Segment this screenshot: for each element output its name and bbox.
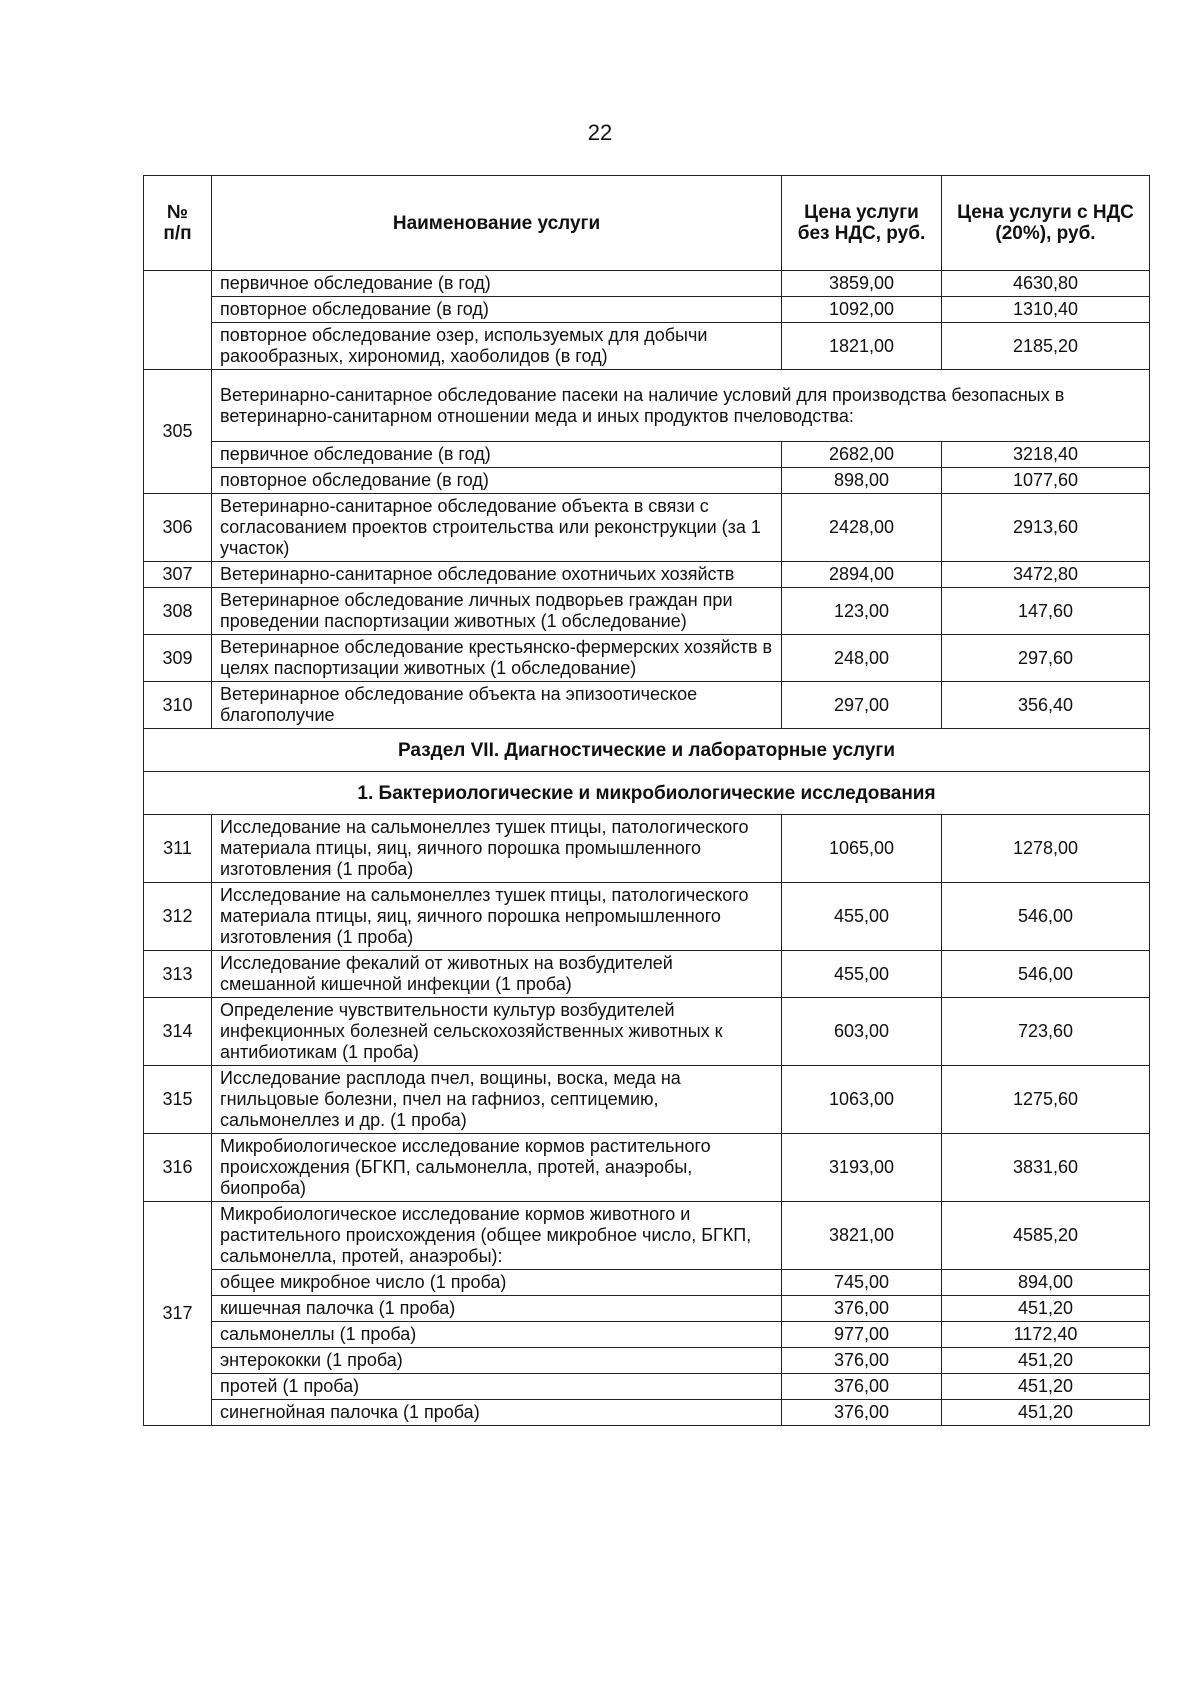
table-row (144, 1270, 1150, 1296)
price-vat: 451,20 (942, 1348, 1150, 1374)
price-no-vat: 977,00 (782, 1322, 942, 1348)
price-vat: 4630,80 (942, 271, 1150, 297)
price-vat: 2185,20 (942, 323, 1150, 370)
service-name: Исследование на сальмонеллез тушек птицы, патологического материала птицы, яиц, яичного порошка непромышленного изготовления (1 проба) (212, 883, 782, 951)
table-row (144, 323, 1150, 370)
service-name: повторное обследование озер, используемых для добычи ракообразных, хирономид, хаоболидов (в год) (212, 323, 782, 370)
price-no-vat: 3821,00 (782, 1202, 942, 1270)
table-row (144, 1348, 1150, 1374)
service-name: первичное обследование (в год) (212, 442, 782, 468)
table-row (144, 562, 1150, 588)
row-number: 313 (144, 951, 212, 998)
price-vat: 3472,80 (942, 562, 1150, 588)
header-price-vat: Цена услуги с НДС (20%), руб. (942, 176, 1150, 271)
price-vat: 4585,20 (942, 1202, 1150, 1270)
table-row (144, 468, 1150, 494)
price-vat: 451,20 (942, 1296, 1150, 1322)
price-vat: 2913,60 (942, 494, 1150, 562)
price-vat: 894,00 (942, 1270, 1150, 1296)
price-no-vat: 2894,00 (782, 562, 942, 588)
service-name: повторное обследование (в год) (212, 297, 782, 323)
header-price-no-vat: Цена услуги без НДС, руб. (782, 176, 942, 271)
price-vat: 3831,60 (942, 1134, 1150, 1202)
price-no-vat: 3859,00 (782, 271, 942, 297)
price-no-vat: 2682,00 (782, 442, 942, 468)
service-name: первичное обследование (в год) (212, 271, 782, 297)
row-number: 316 (144, 1134, 212, 1202)
price-no-vat: 2428,00 (782, 494, 942, 562)
page-number: 22 (587, 120, 613, 145)
service-name: протей (1 проба) (212, 1374, 782, 1400)
section-heading: Раздел VII. Диагностические и лабораторные услуги (144, 729, 1150, 772)
service-name: Исследование на сальмонеллез тушек птицы, патологического материала птицы, яиц, яичного порошка промышленного изготовления (1 проба) (212, 815, 782, 883)
table-row (144, 1374, 1150, 1400)
row-number: 307 (144, 562, 212, 588)
price-no-vat: 376,00 (782, 1296, 942, 1322)
price-no-vat: 745,00 (782, 1270, 942, 1296)
table-row (144, 883, 1150, 951)
section-row (144, 729, 1150, 772)
price-vat: 3218,40 (942, 442, 1150, 468)
price-vat: 1077,60 (942, 468, 1150, 494)
price-no-vat: 455,00 (782, 883, 942, 951)
price-no-vat: 898,00 (782, 468, 942, 494)
price-no-vat: 1063,00 (782, 1066, 942, 1134)
row-number: 305 (144, 370, 212, 494)
service-name: синегнойная палочка (1 проба) (212, 1400, 782, 1426)
service-name: Микробиологическое исследование кормов растительного происхождения (БГКП, сальмонелла, протей, анаэробы, биопроба) (212, 1134, 782, 1202)
table-row (144, 1296, 1150, 1322)
price-vat: 1278,00 (942, 815, 1150, 883)
header-service-name: Наименование услуги (212, 176, 782, 271)
price-no-vat: 1821,00 (782, 323, 942, 370)
service-name: кишечная палочка (1 проба) (212, 1296, 782, 1322)
table-row (144, 1066, 1150, 1134)
price-vat: 546,00 (942, 883, 1150, 951)
subsection-row (144, 772, 1150, 815)
price-no-vat: 3193,00 (782, 1134, 942, 1202)
table-row (144, 494, 1150, 562)
service-name: энтерококки (1 проба) (212, 1348, 782, 1374)
price-vat: 1172,40 (942, 1322, 1150, 1348)
table-row (144, 1400, 1150, 1426)
service-name: Исследование расплода пчел, вощины, воска, меда на гнильцовые болезни, пчел на гафниоз, септицемию, сальмонеллез и др. (1 проба) (212, 1066, 782, 1134)
service-name: Ветеринарное обследование крестьянско-фермерских хозяйств в целях паспортизации животных (1 обследование) (212, 635, 782, 682)
row-number (144, 271, 212, 370)
row-number: 309 (144, 635, 212, 682)
service-name: Ветеринарно-санитарное обследование пасеки на наличие условий для производства безопасных в ветеринарно-санитарном отношении меда и иных продуктов пчеловодства: (212, 370, 1150, 442)
table-row (144, 370, 1150, 442)
price-no-vat: 1065,00 (782, 815, 942, 883)
price-vat: 1275,60 (942, 1066, 1150, 1134)
service-name: Исследование фекалий от животных на возбудителей смешанной кишечной инфекции (1 проба) (212, 951, 782, 998)
table-row (144, 1322, 1150, 1348)
price-vat: 356,40 (942, 682, 1150, 729)
table-row (144, 951, 1150, 998)
price-no-vat: 123,00 (782, 588, 942, 635)
table-row (144, 297, 1150, 323)
price-vat: 451,20 (942, 1374, 1150, 1400)
price-vat: 546,00 (942, 951, 1150, 998)
service-name: общее микробное число (1 проба) (212, 1270, 782, 1296)
table-row (144, 1134, 1150, 1202)
row-number: 306 (144, 494, 212, 562)
table-row (144, 588, 1150, 635)
price-vat: 147,60 (942, 588, 1150, 635)
table-row (144, 442, 1150, 468)
price-no-vat: 455,00 (782, 951, 942, 998)
row-number: 310 (144, 682, 212, 729)
price-vat: 451,20 (942, 1400, 1150, 1426)
row-number: 308 (144, 588, 212, 635)
service-name: Ветеринарное обследование личных подворьев граждан при проведении паспортизации животных (1 обследование) (212, 588, 782, 635)
price-no-vat: 297,00 (782, 682, 942, 729)
service-name: Ветеринарное обследование объекта на эпизоотическое благополучие (212, 682, 782, 729)
price-vat: 723,60 (942, 998, 1150, 1066)
row-number: 317 (144, 1202, 212, 1426)
row-number: 315 (144, 1066, 212, 1134)
price-no-vat: 376,00 (782, 1348, 942, 1374)
service-name: повторное обследование (в год) (212, 468, 782, 494)
header-number: № п/п (144, 176, 212, 271)
table-row (144, 998, 1150, 1066)
row-number: 314 (144, 998, 212, 1066)
service-name: Определение чувствительности культур возбудителей инфекционных болезней сельскохозяйственных животных к антибиотикам (1 проба) (212, 998, 782, 1066)
table-row (144, 1202, 1150, 1270)
price-no-vat: 1092,00 (782, 297, 942, 323)
table-header-row (144, 176, 1150, 271)
price-vat: 297,60 (942, 635, 1150, 682)
service-name: Микробиологическое исследование кормов животного и растительного происхождения (общее микробное число, БГКП, сальмонелла, протей, анаэробы): (212, 1202, 782, 1270)
price-no-vat: 376,00 (782, 1374, 942, 1400)
service-name: Ветеринарно-санитарное обследование объекта в связи с согласованием проектов строительства или реконструкции (за 1 участок) (212, 494, 782, 562)
table-row (144, 815, 1150, 883)
price-no-vat: 248,00 (782, 635, 942, 682)
table-row (144, 682, 1150, 729)
price-table (143, 175, 1150, 1426)
service-name: Ветеринарно-санитарное обследование охотничьих хозяйств (212, 562, 782, 588)
service-name: сальмонеллы (1 проба) (212, 1322, 782, 1348)
row-number: 311 (144, 815, 212, 883)
price-no-vat: 376,00 (782, 1400, 942, 1426)
table-row (144, 271, 1150, 297)
price-vat: 1310,40 (942, 297, 1150, 323)
table-row (144, 635, 1150, 682)
subsection-heading: 1. Бактериологические и микробиологические исследования (144, 772, 1150, 815)
price-no-vat: 603,00 (782, 998, 942, 1066)
row-number: 312 (144, 883, 212, 951)
